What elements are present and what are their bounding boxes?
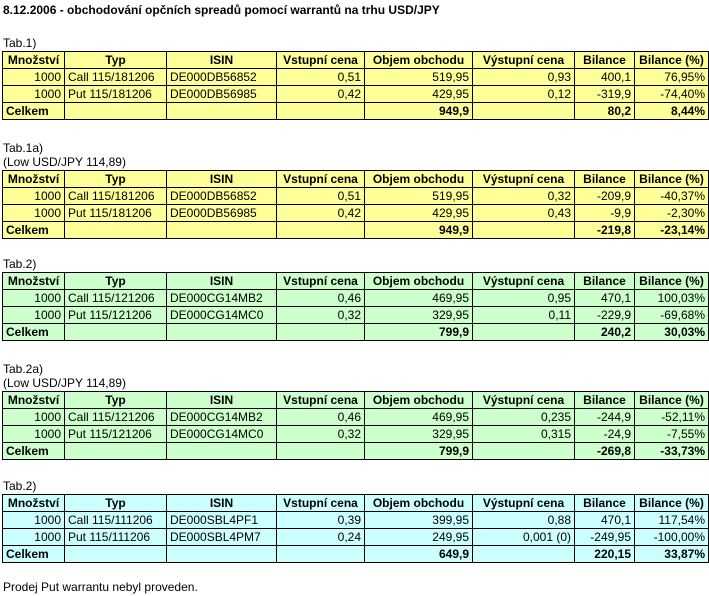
exit-cell: 0,93: [473, 69, 575, 86]
isin-cell: DE000DB56985: [167, 205, 277, 222]
empty-cell: [277, 222, 365, 239]
header-cell: Objem obchodu: [365, 392, 473, 409]
total-pct: 30,03%: [635, 324, 709, 341]
total-row: [3, 546, 709, 563]
table-row: [3, 69, 709, 86]
header-cell: Bilance (%): [635, 52, 709, 69]
isin-cell: DE000CG14MB2: [167, 290, 277, 307]
total-balance: 220,15: [575, 546, 635, 563]
balance-cell: 400,1: [575, 69, 635, 86]
footnote: Prodej Put warrantu nebyl proveden.: [3, 580, 198, 594]
qty-cell: 1000: [3, 205, 65, 222]
header-cell: Bilance: [575, 171, 635, 188]
header-cell: Výstupní cena: [473, 52, 575, 69]
empty-cell: [473, 222, 575, 239]
total-pct: -23,14%: [635, 222, 709, 239]
volume-cell: 249,95: [365, 529, 473, 546]
header-cell: Bilance: [575, 392, 635, 409]
entry-cell: 0,42: [277, 205, 365, 222]
exit-cell: 0,315: [473, 426, 575, 443]
header-cell: Vstupní cena: [277, 495, 365, 512]
empty-cell: [65, 103, 167, 120]
empty-cell: [473, 324, 575, 341]
qty-cell: 1000: [3, 188, 65, 205]
empty-cell: [65, 324, 167, 341]
table-label: Tab.1): [3, 36, 37, 50]
total-label: Celkem: [3, 443, 65, 460]
total-volume: 649,9: [365, 546, 473, 563]
empty-cell: [167, 222, 277, 239]
header-cell: Výstupní cena: [473, 171, 575, 188]
balance-cell: -24,9: [575, 426, 635, 443]
pct-cell: -69,68%: [635, 307, 709, 324]
isin-cell: DE000SBL4PF1: [167, 512, 277, 529]
entry-cell: 0,46: [277, 409, 365, 426]
table-header-row: [3, 52, 709, 69]
total-row: [3, 103, 709, 120]
header-cell: Výstupní cena: [473, 495, 575, 512]
total-balance: -219,8: [575, 222, 635, 239]
pct-cell: -52,11%: [635, 409, 709, 426]
exit-cell: 0,12: [473, 86, 575, 103]
exit-cell: 0,43: [473, 205, 575, 222]
table-sublabel: (Low USD/JPY 114,89): [3, 155, 126, 169]
header-cell: Objem obchodu: [365, 495, 473, 512]
total-volume: 949,9: [365, 222, 473, 239]
isin-cell: DE000CG14MC0: [167, 426, 277, 443]
pct-cell: -7,55%: [635, 426, 709, 443]
type-cell: Put 115/111206: [65, 529, 167, 546]
empty-cell: [167, 324, 277, 341]
header-cell: Bilance (%): [635, 273, 709, 290]
table-sublabel: (Low USD/JPY 114,89): [3, 376, 126, 390]
volume-cell: 469,95: [365, 290, 473, 307]
table-1: [2, 51, 709, 120]
qty-cell: 1000: [3, 307, 65, 324]
header-cell: Typ: [65, 273, 167, 290]
isin-cell: DE000DB56985: [167, 86, 277, 103]
empty-cell: [473, 103, 575, 120]
header-cell: Objem obchodu: [365, 171, 473, 188]
exit-cell: 0,32: [473, 188, 575, 205]
pct-cell: -40,37%: [635, 188, 709, 205]
entry-cell: 0,32: [277, 426, 365, 443]
table-header-row: [3, 273, 709, 290]
table-row: [3, 205, 709, 222]
empty-cell: [277, 103, 365, 120]
table-1a: [2, 170, 709, 239]
table-2a: [2, 391, 709, 460]
balance-cell: -244,9: [575, 409, 635, 426]
total-row: [3, 222, 709, 239]
header-cell: ISIN: [167, 273, 277, 290]
exit-cell: 0,235: [473, 409, 575, 426]
table-header-row: [3, 392, 709, 409]
isin-cell: DE000CG14MC0: [167, 307, 277, 324]
type-cell: Put 115/181206: [65, 86, 167, 103]
empty-cell: [65, 546, 167, 563]
total-label: Celkem: [3, 222, 65, 239]
header-cell: Množství: [3, 495, 65, 512]
balance-cell: -9,9: [575, 205, 635, 222]
qty-cell: 1000: [3, 86, 65, 103]
empty-cell: [277, 546, 365, 563]
empty-cell: [167, 103, 277, 120]
total-balance: 240,2: [575, 324, 635, 341]
table-label: Tab.2): [3, 257, 37, 271]
header-cell: Bilance (%): [635, 392, 709, 409]
total-pct: 33,87%: [635, 546, 709, 563]
balance-cell: -209,9: [575, 188, 635, 205]
entry-cell: 0,42: [277, 86, 365, 103]
entry-cell: 0,51: [277, 69, 365, 86]
table-row: [3, 86, 709, 103]
header-cell: Typ: [65, 495, 167, 512]
empty-cell: [277, 324, 365, 341]
header-cell: Množství: [3, 171, 65, 188]
pct-cell: 100,03%: [635, 290, 709, 307]
isin-cell: DE000DB56852: [167, 69, 277, 86]
qty-cell: 1000: [3, 290, 65, 307]
total-row: [3, 443, 709, 460]
exit-cell: 0,95: [473, 290, 575, 307]
header-cell: Bilance: [575, 495, 635, 512]
header-cell: Množství: [3, 392, 65, 409]
header-cell: Bilance: [575, 52, 635, 69]
total-row: [3, 324, 709, 341]
entry-cell: 0,24: [277, 529, 365, 546]
header-cell: Vstupní cena: [277, 52, 365, 69]
table-row: [3, 307, 709, 324]
volume-cell: 329,95: [365, 426, 473, 443]
balance-cell: -229,9: [575, 307, 635, 324]
total-volume: 949,9: [365, 103, 473, 120]
type-cell: Put 115/121206: [65, 307, 167, 324]
balance-cell: -319,9: [575, 86, 635, 103]
header-cell: Bilance (%): [635, 171, 709, 188]
entry-cell: 0,39: [277, 512, 365, 529]
header-cell: Typ: [65, 392, 167, 409]
volume-cell: 469,95: [365, 409, 473, 426]
entry-cell: 0,32: [277, 307, 365, 324]
header-cell: Množství: [3, 52, 65, 69]
table-2: [2, 272, 709, 341]
table-row: [3, 426, 709, 443]
empty-cell: [277, 443, 365, 460]
table-header-row: [3, 171, 709, 188]
total-balance: 80,2: [575, 103, 635, 120]
qty-cell: 1000: [3, 529, 65, 546]
table-header-row: [3, 495, 709, 512]
isin-cell: DE000CG14MB2: [167, 409, 277, 426]
header-cell: Vstupní cena: [277, 273, 365, 290]
header-cell: ISIN: [167, 495, 277, 512]
table-3: [2, 494, 709, 563]
header-cell: Typ: [65, 171, 167, 188]
header-cell: Typ: [65, 52, 167, 69]
pct-cell: 76,95%: [635, 69, 709, 86]
header-cell: Výstupní cena: [473, 392, 575, 409]
volume-cell: 519,95: [365, 188, 473, 205]
exit-cell: 0,88: [473, 512, 575, 529]
header-cell: Vstupní cena: [277, 392, 365, 409]
total-label: Celkem: [3, 103, 65, 120]
header-cell: ISIN: [167, 52, 277, 69]
empty-cell: [167, 443, 277, 460]
exit-cell: 0,001 (0): [473, 529, 575, 546]
volume-cell: 429,95: [365, 86, 473, 103]
type-cell: Call 115/111206: [65, 512, 167, 529]
table-row: [3, 529, 709, 546]
table-label: Tab.2): [3, 479, 37, 493]
qty-cell: 1000: [3, 426, 65, 443]
isin-cell: DE000DB56852: [167, 188, 277, 205]
total-volume: 799,9: [365, 324, 473, 341]
type-cell: Call 115/181206: [65, 69, 167, 86]
isin-cell: DE000SBL4PM7: [167, 529, 277, 546]
table-row: [3, 188, 709, 205]
table-label: Tab.1a): [3, 141, 44, 155]
table-row: [3, 409, 709, 426]
balance-cell: -249,95: [575, 529, 635, 546]
pct-cell: 117,54%: [635, 512, 709, 529]
total-pct: 8,44%: [635, 103, 709, 120]
type-cell: Put 115/121206: [65, 426, 167, 443]
balance-cell: 470,1: [575, 290, 635, 307]
header-cell: Objem obchodu: [365, 52, 473, 69]
qty-cell: 1000: [3, 69, 65, 86]
total-volume: 799,9: [365, 443, 473, 460]
empty-cell: [65, 222, 167, 239]
header-cell: Výstupní cena: [473, 273, 575, 290]
type-cell: Put 115/181206: [65, 205, 167, 222]
header-cell: ISIN: [167, 171, 277, 188]
entry-cell: 0,46: [277, 290, 365, 307]
header-cell: Vstupní cena: [277, 171, 365, 188]
qty-cell: 1000: [3, 409, 65, 426]
total-balance: -269,8: [575, 443, 635, 460]
pct-cell: -100,00%: [635, 529, 709, 546]
header-cell: Bilance: [575, 273, 635, 290]
pct-cell: -74,40%: [635, 86, 709, 103]
empty-cell: [65, 443, 167, 460]
balance-cell: 470,1: [575, 512, 635, 529]
volume-cell: 399,95: [365, 512, 473, 529]
total-label: Celkem: [3, 546, 65, 563]
type-cell: Call 115/121206: [65, 409, 167, 426]
volume-cell: 519,95: [365, 69, 473, 86]
type-cell: Call 115/121206: [65, 290, 167, 307]
header-cell: Množství: [3, 273, 65, 290]
empty-cell: [473, 443, 575, 460]
total-pct: -33,73%: [635, 443, 709, 460]
header-cell: Bilance (%): [635, 495, 709, 512]
qty-cell: 1000: [3, 512, 65, 529]
volume-cell: 429,95: [365, 205, 473, 222]
page-title: 8.12.2006 - obchodování opčních spreadů pomocí warrantů na trhu USD/JPY: [3, 3, 440, 17]
empty-cell: [473, 546, 575, 563]
entry-cell: 0,51: [277, 188, 365, 205]
table-row: [3, 512, 709, 529]
header-cell: Objem obchodu: [365, 273, 473, 290]
type-cell: Call 115/181206: [65, 188, 167, 205]
empty-cell: [167, 546, 277, 563]
table-label: Tab.2a): [3, 362, 44, 376]
total-label: Celkem: [3, 324, 65, 341]
header-cell: ISIN: [167, 392, 277, 409]
exit-cell: 0,11: [473, 307, 575, 324]
pct-cell: -2,30%: [635, 205, 709, 222]
volume-cell: 329,95: [365, 307, 473, 324]
table-row: [3, 290, 709, 307]
